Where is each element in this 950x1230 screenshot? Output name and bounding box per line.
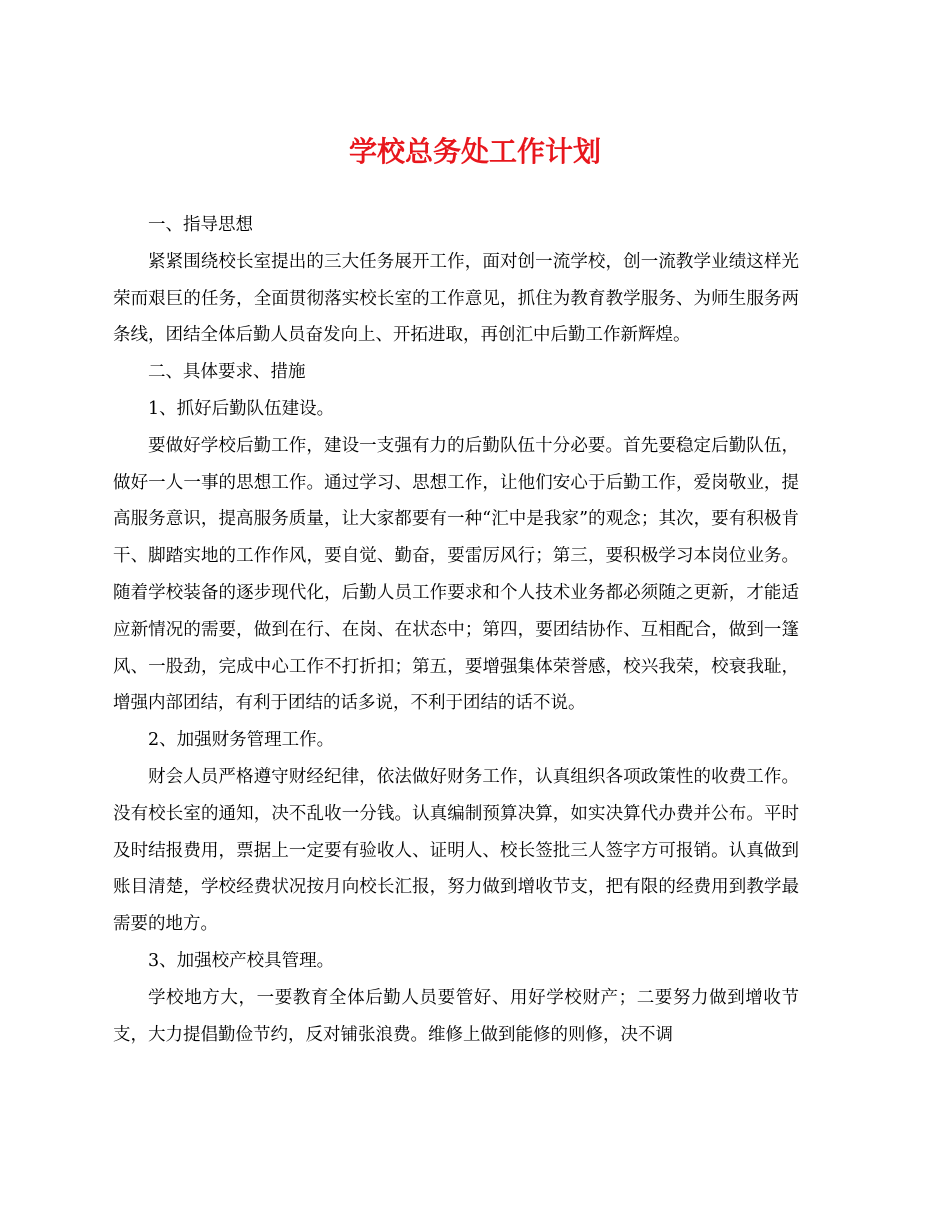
heading-requirements-measures: 二、具体要求、措施	[148, 362, 306, 383]
heading-guiding-thought: 一、指导思想	[148, 215, 253, 235]
document-title: 学校总务处工作计划	[348, 135, 601, 168]
document-body	[113, 207, 799, 1053]
paragraph-financial-management: 财会人员严格遵守财经纪律，依法做好财务工作，认真组织各项政策性的收费工作。没有校长室的通知，决不乱收一分钱。认真编制预算决算，如实决算代办费并公布。平时及时结报费用，票据上一定要有验收人、证明人、校长签批三人签字方可报销。认真做到账目清楚，学校经费状况按月向校长汇报，努力做到增收节支，把有限的经费用到教学最需要的地方。	[113, 766, 799, 935]
paragraph-asset-management: 学校地方大，一要教育全体后勤人员要管好、用好学校财产；二要努力做到增收节支，大力提倡勤俭节约，反对铺张浪费。维修上做到能修的则修，决不调	[113, 987, 799, 1045]
subheading-team-building: 1、抓好后勤队伍建设。	[148, 398, 335, 419]
subheading-asset-management: 3、加强校产校具管理。	[148, 950, 335, 971]
subheading-financial-management: 2、加强财务管理工作。	[148, 730, 335, 751]
paragraph-team-building: 要做好学校后勤工作，建设一支强有力的后勤队伍十分必要。首先要稳定后勤队伍，做好一人一事的思想工作。通过学习、思想工作，让他们安心于后勤工作，爱岗敬业，提高服务意识，提高服务质量，让大家都要有一种“汇中是我家”的观念；其次，要有积极肯干、脚踏实地的工作作风，要自觉、勤奋，要雷厉风行；第三，要积极学习本岗位业务。随着学校装备的逐步现代化，后勤人员工作要求和个人技术业务都必须随之更新，才能适应新情况的需要，做到在行、在岗、在状态中；第四，要团结协作、互相配合，做到一篷风、一股劲，完成中心工作不打折扣；第五，要增强集体荣誉感，校兴我荣，校衰我耻，增强内部团结，有利于团结的话多说，不利于团结的话不说。	[113, 435, 799, 714]
paragraph-guiding-thought: 紧紧围绕校长室提出的三大任务展开工作，面对创一流学校，创一流教学业绩这样光荣而艰巨的任务，全面贯彻落实校长室的工作意见，抓住为教育教学服务、为师生服务两条线，团结全体后勤人员奋发向上、开拓进取，再创汇中后勤工作新辉煌。	[113, 251, 799, 346]
